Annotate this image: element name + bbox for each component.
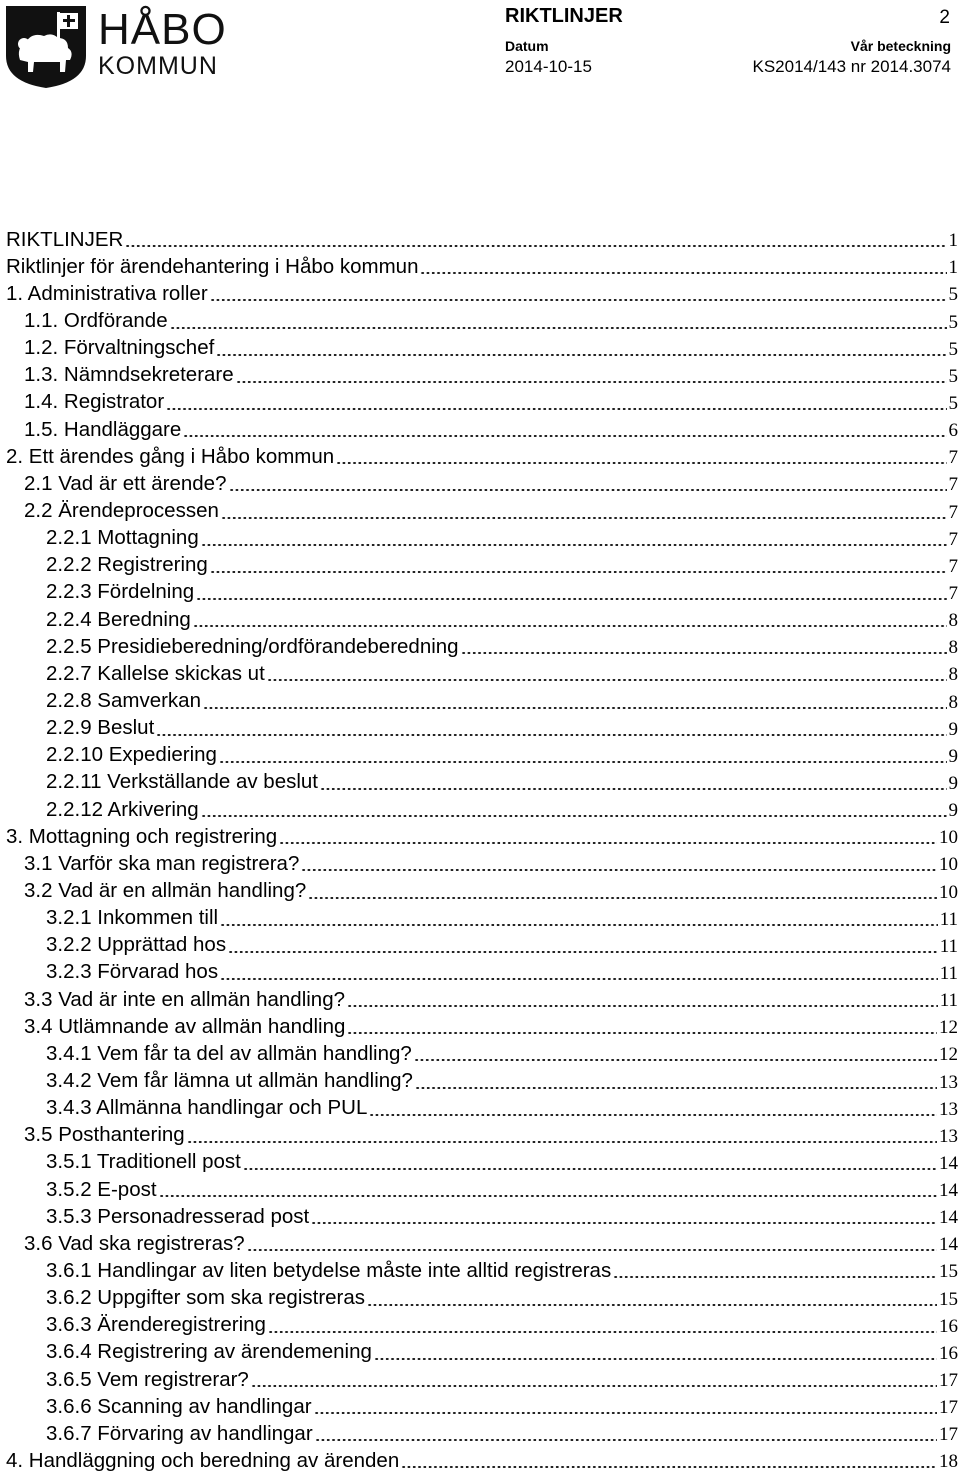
toc-entry[interactable] bbox=[6, 986, 960, 1013]
toc-entry[interactable] bbox=[6, 443, 960, 470]
toc-entry[interactable] bbox=[6, 470, 960, 497]
date-value: 2014-10-15 bbox=[505, 57, 592, 76]
toc-entry-page: 8 bbox=[948, 664, 958, 686]
dot-leader bbox=[315, 1439, 937, 1441]
toc-entry-page: 14 bbox=[939, 1234, 958, 1256]
toc-entry[interactable] bbox=[6, 715, 960, 742]
toc-entry-title: 2.2.1 Mottagning bbox=[46, 528, 199, 552]
toc-entry-title: 2.1 Vad är ett ärende? bbox=[24, 474, 227, 498]
toc-entry-title: 2.2.5 Presidieberedning/ordförandeberedning bbox=[46, 637, 459, 661]
toc-entry-title: 3.6.5 Vem registrerar? bbox=[46, 1370, 249, 1394]
dot-leader bbox=[374, 1358, 937, 1360]
dot-leader bbox=[320, 788, 947, 790]
toc-entry-title: 2.2.2 Registrering bbox=[46, 555, 208, 579]
toc-entry-page: 14 bbox=[939, 1152, 958, 1174]
toc-entry-page: 9 bbox=[948, 745, 958, 767]
dot-leader bbox=[187, 1141, 937, 1143]
toc-entry-page: 17 bbox=[939, 1397, 958, 1419]
habo-kommun-logo bbox=[2, 2, 232, 92]
toc-entry-page: 6 bbox=[948, 420, 958, 442]
dot-leader bbox=[369, 1114, 937, 1116]
toc-entry[interactable] bbox=[6, 1067, 960, 1094]
toc-entry[interactable] bbox=[6, 226, 960, 253]
toc-entry[interactable] bbox=[6, 850, 960, 877]
toc-entry-page: 8 bbox=[948, 610, 958, 632]
toc-entry[interactable] bbox=[6, 253, 960, 280]
toc-entry-page: 1 bbox=[948, 257, 958, 279]
toc-entry-page: 14 bbox=[939, 1180, 958, 1202]
dot-leader bbox=[314, 1412, 937, 1414]
dot-leader bbox=[125, 245, 946, 247]
dot-leader bbox=[301, 869, 937, 871]
toc-entry[interactable] bbox=[6, 335, 960, 362]
dot-leader bbox=[210, 299, 947, 301]
toc-entry[interactable] bbox=[6, 1040, 960, 1067]
dot-leader bbox=[228, 951, 938, 953]
toc-entry[interactable] bbox=[6, 959, 960, 986]
dot-leader bbox=[170, 327, 947, 329]
toc-entry-title: 3. Mottagning och registrering bbox=[6, 827, 277, 851]
page-number: 2 bbox=[939, 7, 950, 28]
dot-leader bbox=[221, 517, 947, 519]
dot-leader bbox=[166, 408, 946, 410]
toc-entry-page: 7 bbox=[948, 474, 958, 496]
toc-entry[interactable] bbox=[6, 769, 960, 796]
toc-entry-title: 3.1 Varför ska man registrera? bbox=[24, 854, 299, 878]
toc-entry-page: 5 bbox=[948, 392, 958, 414]
toc-entry-page: 9 bbox=[948, 800, 958, 822]
toc-entry-title: 2.2.9 Beslut bbox=[46, 718, 154, 742]
page-header bbox=[0, 0, 960, 100]
toc-entry-title: 1.2. Förvaltningschef bbox=[24, 338, 214, 362]
toc-entry[interactable] bbox=[6, 877, 960, 904]
toc-entry[interactable] bbox=[6, 1230, 960, 1257]
dot-leader bbox=[347, 1032, 937, 1034]
logo-subtitle: KOMMUN bbox=[98, 52, 218, 80]
toc-entry-page: 9 bbox=[948, 772, 958, 794]
toc-entry-page: 11 bbox=[939, 908, 958, 930]
toc-entry-title: 3.6.2 Uppgifter som ska registreras bbox=[46, 1288, 365, 1312]
toc-entry-title: 2. Ett ärendes gång i Håbo kommun bbox=[6, 447, 334, 471]
toc-entry-title: 1.1. Ordförande bbox=[24, 311, 168, 335]
toc-entry-page: 10 bbox=[939, 827, 958, 849]
toc-entry[interactable] bbox=[6, 362, 960, 389]
dot-leader bbox=[401, 1466, 937, 1468]
toc-entry[interactable] bbox=[6, 1312, 960, 1339]
dot-leader bbox=[236, 381, 947, 383]
toc-entry-title: 3.6 Vad ska registreras? bbox=[24, 1234, 245, 1258]
toc-entry-title: 3.4.3 Allmänna handlingar och PUL bbox=[46, 1098, 367, 1122]
toc-entry-title: 3.2.1 Inkommen till bbox=[46, 908, 218, 932]
toc-entry[interactable] bbox=[6, 1122, 960, 1149]
toc-entry-title: 3.6.4 Registrering av ärendemening bbox=[46, 1342, 372, 1366]
toc-entry[interactable] bbox=[6, 742, 960, 769]
toc-entry-page: 15 bbox=[939, 1261, 958, 1283]
toc-entry-title: 3.5.1 Traditionell post bbox=[46, 1152, 241, 1176]
dot-leader bbox=[415, 1087, 937, 1089]
logo-name: HÅBO bbox=[98, 5, 227, 54]
toc-entry-page: 18 bbox=[939, 1451, 958, 1473]
dot-leader bbox=[311, 1222, 937, 1224]
toc-entry-page: 8 bbox=[948, 691, 958, 713]
toc-entry-title: 3.2.3 Förvarad hos bbox=[46, 962, 218, 986]
dot-leader bbox=[367, 1304, 937, 1306]
toc-entry-title: 2.2.10 Expediering bbox=[46, 745, 217, 769]
toc-entry-title: 3.4.2 Vem får lämna ut allmän handling? bbox=[46, 1071, 413, 1095]
toc-entry[interactable] bbox=[6, 579, 960, 606]
toc-entry-title: 2.2.8 Samverkan bbox=[46, 691, 201, 715]
toc-entry-page: 11 bbox=[939, 990, 958, 1012]
toc-entry-title: Riktlinjer för ärendehantering i Håbo kommun bbox=[6, 257, 418, 281]
toc-entry[interactable] bbox=[6, 606, 960, 633]
coat-of-arms-icon bbox=[2, 2, 90, 90]
toc-entry-page: 7 bbox=[948, 501, 958, 523]
toc-entry-title: 2.2.7 Kallelse skickas ut bbox=[46, 664, 265, 688]
toc-entry-page: 13 bbox=[939, 1125, 958, 1147]
toc-entry-page: 13 bbox=[939, 1098, 958, 1120]
toc-entry[interactable] bbox=[6, 796, 960, 823]
toc-entry-page: 10 bbox=[939, 854, 958, 876]
toc-entry-page: 11 bbox=[939, 962, 958, 984]
dot-leader bbox=[420, 272, 946, 274]
logo-wordmark bbox=[98, 5, 227, 80]
toc-entry-title: 3.2 Vad är en allmän handling? bbox=[24, 881, 306, 905]
toc-entry[interactable] bbox=[6, 1284, 960, 1311]
dot-leader bbox=[243, 1168, 937, 1170]
toc-entry-title: 1.4. Registrator bbox=[24, 392, 164, 416]
toc-entry-page: 5 bbox=[948, 338, 958, 360]
toc-entry-page: 15 bbox=[939, 1288, 958, 1310]
dot-leader bbox=[336, 462, 946, 464]
toc-entry[interactable] bbox=[6, 1393, 960, 1420]
toc-entry-page: 14 bbox=[939, 1207, 958, 1229]
toc-entry-page: 1 bbox=[948, 230, 958, 252]
reference-value: KS2014/143 nr 2014.3074 bbox=[752, 57, 951, 76]
toc-entry-title: 3.5.2 E-post bbox=[46, 1180, 157, 1204]
toc-entry-page: 5 bbox=[948, 284, 958, 306]
toc-entry-title: 3.3 Vad är inte en allmän handling? bbox=[24, 990, 345, 1014]
toc-entry[interactable] bbox=[6, 307, 960, 334]
toc-entry[interactable] bbox=[6, 660, 960, 687]
toc-entry-page: 16 bbox=[939, 1342, 958, 1364]
dot-leader bbox=[347, 1005, 938, 1007]
dot-leader bbox=[159, 1195, 937, 1197]
document-title: RIKTLINJER bbox=[505, 5, 623, 27]
toc-entry-title: 1.5. Handläggare bbox=[24, 420, 181, 444]
toc-entry-page: 7 bbox=[948, 582, 958, 604]
dot-leader bbox=[414, 1059, 937, 1061]
toc-entry[interactable] bbox=[6, 905, 960, 932]
toc-entry-title: 1.3. Nämndsekreterare bbox=[24, 365, 234, 389]
toc-entry-title: 2.2.4 Beredning bbox=[46, 610, 191, 634]
dot-leader bbox=[251, 1385, 937, 1387]
toc-entry[interactable] bbox=[6, 1013, 960, 1040]
dot-leader bbox=[156, 734, 946, 736]
toc-entry-page: 16 bbox=[939, 1315, 958, 1337]
table-of-contents bbox=[6, 226, 960, 1474]
date-label: Datum bbox=[505, 38, 549, 54]
toc-entry-page: 7 bbox=[948, 555, 958, 577]
toc-entry-title: 3.4 Utlämnande av allmän handling bbox=[24, 1017, 345, 1041]
toc-entry-page: 8 bbox=[948, 637, 958, 659]
toc-entry[interactable] bbox=[6, 1095, 960, 1122]
toc-entry[interactable] bbox=[6, 552, 960, 579]
toc-entry[interactable] bbox=[6, 633, 960, 660]
toc-entry-title: 3.2.2 Upprättad hos bbox=[46, 935, 226, 959]
toc-entry-title: 2.2.12 Arkivering bbox=[46, 800, 199, 824]
dot-leader bbox=[268, 1331, 937, 1333]
toc-entry-page: 7 bbox=[948, 528, 958, 550]
toc-entry[interactable] bbox=[6, 525, 960, 552]
toc-entry-title: 3.6.7 Förvaring av handlingar bbox=[46, 1424, 313, 1448]
dot-leader bbox=[201, 544, 947, 546]
toc-entry-title: 3.6.1 Handlingar av liten betydelse måste inte alltid registreras bbox=[46, 1261, 611, 1285]
reference-label: Vår beteckning bbox=[850, 38, 951, 54]
toc-entry-title: 3.5.3 Personadresserad post bbox=[46, 1207, 309, 1231]
toc-entry-page: 10 bbox=[939, 881, 958, 903]
dot-leader bbox=[229, 489, 947, 491]
toc-entry-title: 2.2.11 Verkställande av beslut bbox=[46, 772, 318, 796]
dot-leader bbox=[183, 435, 946, 437]
toc-entry-title: 3.5 Posthantering bbox=[24, 1125, 185, 1149]
toc-entry[interactable] bbox=[6, 1420, 960, 1447]
toc-entry-title: 3.4.1 Vem får ta del av allmän handling? bbox=[46, 1044, 412, 1068]
dot-leader bbox=[220, 924, 938, 926]
toc-entry-page: 9 bbox=[948, 718, 958, 740]
toc-entry[interactable] bbox=[6, 280, 960, 307]
dot-leader bbox=[461, 652, 947, 654]
toc-entry-page: 17 bbox=[939, 1370, 958, 1392]
toc-entry[interactable] bbox=[6, 1447, 960, 1474]
dot-leader bbox=[201, 815, 947, 817]
dot-leader bbox=[613, 1276, 937, 1278]
dot-leader bbox=[267, 679, 947, 681]
toc-entry-page: 7 bbox=[948, 447, 958, 469]
toc-entry[interactable] bbox=[6, 416, 960, 443]
dot-leader bbox=[196, 598, 946, 600]
toc-entry[interactable] bbox=[6, 687, 960, 714]
toc-entry-page: 13 bbox=[939, 1071, 958, 1093]
toc-entry-title: 4. Handläggning och beredning av ärenden bbox=[6, 1451, 399, 1474]
dot-leader bbox=[216, 354, 946, 356]
toc-entry[interactable] bbox=[6, 389, 960, 416]
toc-entry[interactable] bbox=[6, 1339, 960, 1366]
dot-leader bbox=[219, 761, 947, 763]
toc-entry-title: 2.2 Ärendeprocessen bbox=[24, 501, 219, 525]
toc-entry[interactable] bbox=[6, 1149, 960, 1176]
toc-entry[interactable] bbox=[6, 1257, 960, 1284]
toc-entry-page: 5 bbox=[948, 311, 958, 333]
toc-entry-page: 12 bbox=[939, 1044, 958, 1066]
dot-leader bbox=[220, 978, 938, 980]
toc-entry[interactable] bbox=[6, 932, 960, 959]
toc-entry-title: 3.6.6 Scanning av handlingar bbox=[46, 1397, 312, 1421]
dot-leader bbox=[279, 842, 937, 844]
toc-entry[interactable] bbox=[6, 1366, 960, 1393]
dot-leader bbox=[193, 625, 947, 627]
toc-entry-page: 17 bbox=[939, 1424, 958, 1446]
toc-entry-page: 11 bbox=[939, 935, 958, 957]
toc-entry-title: 1. Administrativa roller bbox=[6, 284, 208, 308]
toc-entry[interactable] bbox=[6, 1176, 960, 1203]
toc-entry-page: 12 bbox=[939, 1017, 958, 1039]
toc-entry-title: 2.2.3 Fördelning bbox=[46, 582, 194, 606]
toc-entry-title: 3.6.3 Ärenderegistrering bbox=[46, 1315, 266, 1339]
toc-entry[interactable] bbox=[6, 1203, 960, 1230]
dot-leader bbox=[247, 1249, 937, 1251]
dot-leader bbox=[203, 707, 947, 709]
toc-entry-title: RIKTLINJER bbox=[6, 230, 123, 254]
toc-entry-page: 5 bbox=[948, 365, 958, 387]
dot-leader bbox=[210, 571, 947, 573]
toc-entry[interactable] bbox=[6, 497, 960, 524]
toc-entry[interactable] bbox=[6, 823, 960, 850]
dot-leader bbox=[308, 897, 937, 899]
